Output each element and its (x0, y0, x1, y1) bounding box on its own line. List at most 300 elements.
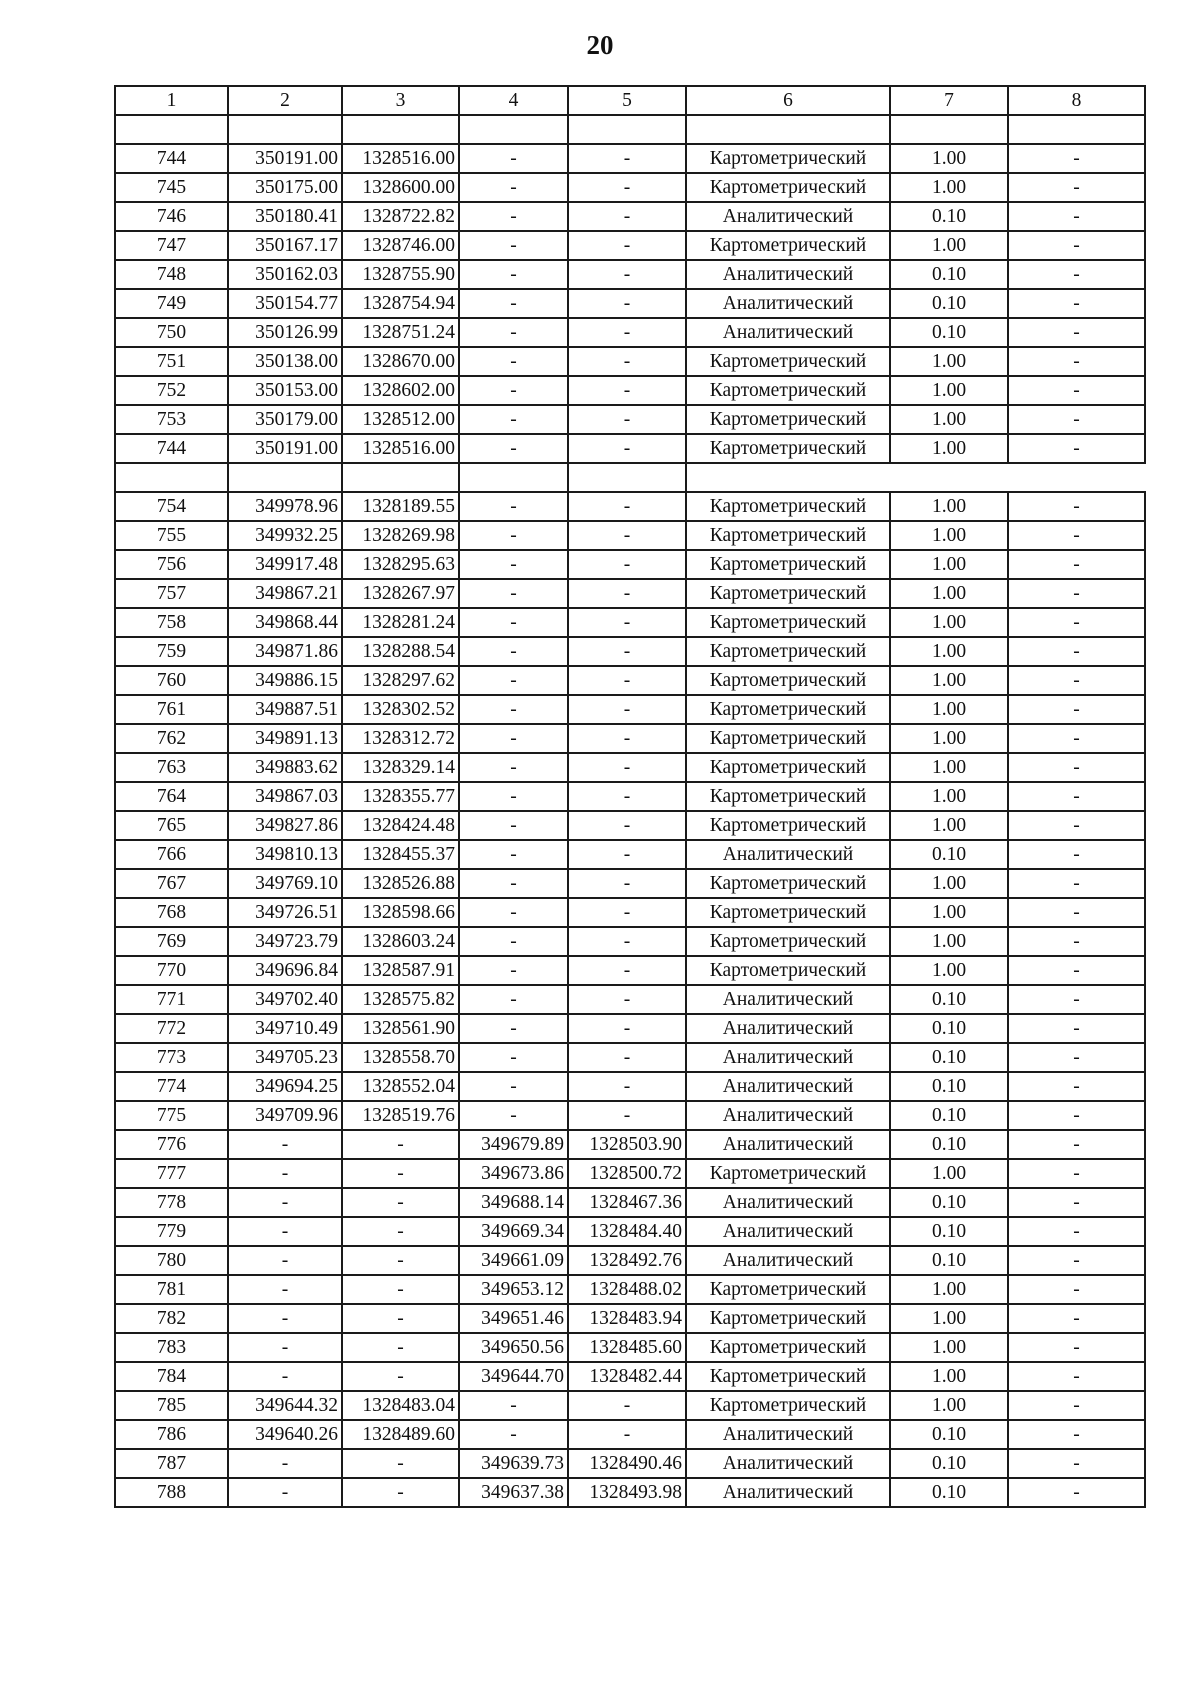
table-cell: 349688.14 (459, 1188, 568, 1217)
table-cell: - (568, 637, 686, 666)
table-cell: 350153.00 (228, 376, 342, 405)
table-cell: - (342, 1217, 459, 1246)
table-cell: - (342, 1130, 459, 1159)
table-row (115, 1391, 1145, 1420)
table-cell: 779 (115, 1217, 228, 1246)
table-cell: - (228, 1130, 342, 1159)
table-cell: - (568, 608, 686, 637)
table-cell: Картометрический (686, 898, 890, 927)
table-cell: 758 (115, 608, 228, 637)
table-cell: - (568, 956, 686, 985)
table-cell: - (459, 405, 568, 434)
table-cell: Аналитический (686, 260, 890, 289)
table-cell: - (1008, 869, 1145, 898)
table-cell: 1.00 (890, 724, 1008, 753)
table-cell: 350175.00 (228, 173, 342, 202)
table-cell: - (459, 289, 568, 318)
table-cell: 349651.46 (459, 1304, 568, 1333)
table-row (115, 1362, 1145, 1391)
table-cell: - (1008, 782, 1145, 811)
table-cell: 349710.49 (228, 1014, 342, 1043)
table-cell: 350191.00 (228, 434, 342, 463)
table-row (115, 492, 1145, 521)
table-cell: Картометрический (686, 724, 890, 753)
table-cell: 784 (115, 1362, 228, 1391)
table-cell: 350154.77 (228, 289, 342, 318)
table-cell: 349650.56 (459, 1333, 568, 1362)
table-cell: 783 (115, 1333, 228, 1362)
table-cell: Картометрический (686, 550, 890, 579)
table-cell: 1328526.88 (342, 869, 459, 898)
table-cell: 1328329.14 (342, 753, 459, 782)
table-cell: Картометрический (686, 956, 890, 985)
table-cell: - (228, 1188, 342, 1217)
table-cell: 349723.79 (228, 927, 342, 956)
table-row (115, 898, 1145, 927)
blank-cell (459, 463, 568, 492)
table-cell: 0.10 (890, 1130, 1008, 1159)
table-cell: - (1008, 1072, 1145, 1101)
table-cell: 786 (115, 1420, 228, 1449)
table-cell: Аналитический (686, 1130, 890, 1159)
table-cell: 774 (115, 1072, 228, 1101)
table-cell: - (1008, 1101, 1145, 1130)
table-cell: Аналитический (686, 202, 890, 231)
table-cell: - (1008, 318, 1145, 347)
table-cell: - (1008, 1420, 1145, 1449)
table-cell: 349891.13 (228, 724, 342, 753)
table-cell: 746 (115, 202, 228, 231)
table-cell: 349871.86 (228, 637, 342, 666)
blank-cell (568, 463, 686, 492)
blank-cell (115, 463, 228, 492)
table-row (115, 608, 1145, 637)
table-cell: Картометрический (686, 811, 890, 840)
table-cell: - (1008, 347, 1145, 376)
table-cell: 0.10 (890, 1072, 1008, 1101)
table-row (115, 724, 1145, 753)
table-row (115, 144, 1145, 173)
table-cell: - (1008, 1478, 1145, 1507)
table-cell: 349640.26 (228, 1420, 342, 1449)
table-cell: Аналитический (686, 1246, 890, 1275)
table-row (115, 840, 1145, 869)
table-cell: 1328552.04 (342, 1072, 459, 1101)
table-cell: 747 (115, 231, 228, 260)
table-cell: - (1008, 1159, 1145, 1188)
table-cell: 350162.03 (228, 260, 342, 289)
table-cell: 1328598.66 (342, 898, 459, 927)
table-cell: 1328587.91 (342, 956, 459, 985)
header-cell: 8 (1008, 86, 1145, 115)
table-row (115, 550, 1145, 579)
table-cell: - (459, 376, 568, 405)
table-cell: 0.10 (890, 985, 1008, 1014)
table-cell: - (228, 1159, 342, 1188)
table-cell: 1328467.36 (568, 1188, 686, 1217)
table-cell: - (568, 144, 686, 173)
table-cell: 349932.25 (228, 521, 342, 550)
table-cell: Аналитический (686, 1420, 890, 1449)
table-cell: Картометрический (686, 376, 890, 405)
table-cell: - (568, 1043, 686, 1072)
table-cell: 769 (115, 927, 228, 956)
table-cell: - (228, 1333, 342, 1362)
table-cell: 754 (115, 492, 228, 521)
table-cell: - (459, 869, 568, 898)
table-row (115, 202, 1145, 231)
table-cell: 349673.86 (459, 1159, 568, 1188)
table-cell: 1328424.48 (342, 811, 459, 840)
table-cell: - (1008, 956, 1145, 985)
table-cell: 349726.51 (228, 898, 342, 927)
table-cell: 1.00 (890, 637, 1008, 666)
table-cell: 1.00 (890, 956, 1008, 985)
table-cell: 1.00 (890, 434, 1008, 463)
table-cell: - (1008, 927, 1145, 956)
table-cell: 350179.00 (228, 405, 342, 434)
table-cell: - (459, 608, 568, 637)
header-cell: 1 (115, 86, 228, 115)
table-cell: 780 (115, 1246, 228, 1275)
table-cell: 349694.25 (228, 1072, 342, 1101)
table-cell: Картометрический (686, 637, 890, 666)
table-cell: - (568, 840, 686, 869)
table-cell: - (1008, 405, 1145, 434)
table-row (115, 1159, 1145, 1188)
table-row (115, 1130, 1145, 1159)
table-body (115, 86, 1145, 1507)
table-cell: 1328482.44 (568, 1362, 686, 1391)
table-cell: 1328492.76 (568, 1246, 686, 1275)
table-cell: 1328267.97 (342, 579, 459, 608)
table-cell: - (1008, 492, 1145, 521)
blank-cell (890, 463, 1008, 492)
blank-cell (342, 463, 459, 492)
table-cell: 1328483.04 (342, 1391, 459, 1420)
table-cell: Картометрический (686, 927, 890, 956)
table-cell: 349827.86 (228, 811, 342, 840)
header-cell: 5 (568, 86, 686, 115)
table-cell: - (568, 347, 686, 376)
table-cell: 0.10 (890, 289, 1008, 318)
table-cell: - (1008, 1362, 1145, 1391)
table-cell: - (459, 666, 568, 695)
table-cell: - (1008, 637, 1145, 666)
table-row (115, 1478, 1145, 1507)
table-row (115, 289, 1145, 318)
table-row (115, 1304, 1145, 1333)
table-cell: - (568, 376, 686, 405)
table-cell: 349886.15 (228, 666, 342, 695)
table-cell: 762 (115, 724, 228, 753)
table-cell: 757 (115, 579, 228, 608)
table-cell: Картометрический (686, 144, 890, 173)
table-cell: - (568, 782, 686, 811)
table-cell: - (568, 405, 686, 434)
table-row (115, 985, 1145, 1014)
table-cell: 771 (115, 985, 228, 1014)
table-row (115, 637, 1145, 666)
table-cell: 1328561.90 (342, 1014, 459, 1043)
table-row (115, 1101, 1145, 1130)
table-cell: - (1008, 1304, 1145, 1333)
table-cell: 1328302.52 (342, 695, 459, 724)
table-cell: - (1008, 1246, 1145, 1275)
table-cell: Аналитический (686, 318, 890, 347)
table-cell: 0.10 (890, 260, 1008, 289)
table-cell: 1.00 (890, 1159, 1008, 1188)
table-row (115, 956, 1145, 985)
table-row (115, 1246, 1145, 1275)
table-cell: 782 (115, 1304, 228, 1333)
table-cell: - (228, 1304, 342, 1333)
table-cell: 1.00 (890, 405, 1008, 434)
table-cell: - (228, 1246, 342, 1275)
table-cell: 759 (115, 637, 228, 666)
table-cell: - (568, 1072, 686, 1101)
table-cell: 750 (115, 318, 228, 347)
table-cell: - (342, 1188, 459, 1217)
table-cell: 1328516.00 (342, 434, 459, 463)
table-row (115, 782, 1145, 811)
table-cell: 349639.73 (459, 1449, 568, 1478)
table-cell: 350180.41 (228, 202, 342, 231)
table-row (115, 376, 1145, 405)
table-cell: 349661.09 (459, 1246, 568, 1275)
table-cell: Картометрический (686, 231, 890, 260)
table-cell: - (1008, 434, 1145, 463)
table-cell: - (568, 1101, 686, 1130)
table-cell: 1328503.90 (568, 1130, 686, 1159)
table-cell: - (568, 695, 686, 724)
table-cell: 744 (115, 434, 228, 463)
table-cell: - (459, 202, 568, 231)
table-cell: 1.00 (890, 666, 1008, 695)
table-cell: 1328295.63 (342, 550, 459, 579)
table-cell: 349705.23 (228, 1043, 342, 1072)
table-row (115, 347, 1145, 376)
table-cell: Аналитический (686, 1072, 890, 1101)
table-cell: 760 (115, 666, 228, 695)
table-cell: 1.00 (890, 608, 1008, 637)
table-row (115, 695, 1145, 724)
table-row (115, 1420, 1145, 1449)
table-cell: - (568, 289, 686, 318)
table-cell: - (568, 1014, 686, 1043)
table-cell: 350138.00 (228, 347, 342, 376)
table-cell: 1328490.46 (568, 1449, 686, 1478)
table-cell: - (1008, 753, 1145, 782)
table-cell: - (568, 231, 686, 260)
table-cell: Аналитический (686, 1101, 890, 1130)
table-cell: 776 (115, 1130, 228, 1159)
header-row (115, 86, 1145, 115)
table-cell: 0.10 (890, 1217, 1008, 1246)
table-cell: 1328288.54 (342, 637, 459, 666)
table-cell: 1328500.72 (568, 1159, 686, 1188)
coordinates-table (114, 85, 1146, 1508)
table-cell: - (1008, 231, 1145, 260)
table-cell: - (342, 1362, 459, 1391)
table-cell: 766 (115, 840, 228, 869)
table-cell: 350126.99 (228, 318, 342, 347)
table-cell: - (1008, 898, 1145, 927)
table-row (115, 1014, 1145, 1043)
header-cell: 2 (228, 86, 342, 115)
table-row (115, 1449, 1145, 1478)
table-cell: - (568, 260, 686, 289)
table-cell: 1.00 (890, 492, 1008, 521)
table-cell: 768 (115, 898, 228, 927)
table-cell: 0.10 (890, 1014, 1008, 1043)
table-cell: - (1008, 1043, 1145, 1072)
table-cell: 765 (115, 811, 228, 840)
table-cell: 1.00 (890, 521, 1008, 550)
table-cell: 1328516.00 (342, 144, 459, 173)
table-cell: - (459, 1391, 568, 1420)
table-cell: - (568, 1420, 686, 1449)
table-cell: - (459, 1101, 568, 1130)
blank-cell (342, 115, 459, 144)
table-cell: - (568, 869, 686, 898)
table-cell: - (1008, 1333, 1145, 1362)
table-row (115, 1043, 1145, 1072)
table-cell: - (568, 521, 686, 550)
table-cell: Аналитический (686, 1217, 890, 1246)
table-cell: Картометрический (686, 1391, 890, 1420)
header-cell: 4 (459, 86, 568, 115)
table-cell: 787 (115, 1449, 228, 1478)
table-cell: - (459, 985, 568, 1014)
table-cell: Картометрический (686, 753, 890, 782)
table-cell: 1328493.98 (568, 1478, 686, 1507)
table-cell: - (1008, 608, 1145, 637)
table-cell: - (459, 840, 568, 869)
table-cell: 756 (115, 550, 228, 579)
table-cell: - (1008, 1014, 1145, 1043)
blank-separator-row (115, 115, 1145, 144)
table-cell: - (568, 811, 686, 840)
table-row (115, 173, 1145, 202)
table-row (115, 579, 1145, 608)
header-cell: 7 (890, 86, 1008, 115)
table-cell: - (568, 550, 686, 579)
table-cell: 1328485.60 (568, 1333, 686, 1362)
table-cell: - (1008, 260, 1145, 289)
table-cell: Аналитический (686, 1449, 890, 1478)
table-cell: - (1008, 1130, 1145, 1159)
table-cell: - (459, 724, 568, 753)
table-cell: 1.00 (890, 1391, 1008, 1420)
table-cell: - (342, 1449, 459, 1478)
table-cell: - (459, 434, 568, 463)
table-cell: - (568, 1391, 686, 1420)
table-cell: Картометрический (686, 782, 890, 811)
table-cell: - (459, 260, 568, 289)
table-cell: 349867.21 (228, 579, 342, 608)
table-cell: - (568, 985, 686, 1014)
table-cell: - (459, 637, 568, 666)
blank-cell (568, 115, 686, 144)
table-cell: 761 (115, 695, 228, 724)
page-number: 20 (586, 30, 614, 60)
table-cell: - (228, 1478, 342, 1507)
table-cell: 1328355.77 (342, 782, 459, 811)
table-cell: 751 (115, 347, 228, 376)
table-cell: 349917.48 (228, 550, 342, 579)
table-cell: 1.00 (890, 579, 1008, 608)
table-row (115, 260, 1145, 289)
table-cell: - (1008, 840, 1145, 869)
table-cell: 744 (115, 144, 228, 173)
table-cell: - (1008, 376, 1145, 405)
table-cell: 349669.34 (459, 1217, 568, 1246)
table-cell: - (459, 492, 568, 521)
table-cell: - (1008, 521, 1145, 550)
table-cell: 1.00 (890, 898, 1008, 927)
table-row (115, 405, 1145, 434)
table-cell: - (1008, 666, 1145, 695)
table-cell: 1328297.62 (342, 666, 459, 695)
table-cell: Картометрический (686, 405, 890, 434)
table-cell: - (459, 579, 568, 608)
table-row (115, 1333, 1145, 1362)
table-cell: Картометрический (686, 666, 890, 695)
table-cell: 1328512.00 (342, 405, 459, 434)
table-cell: 770 (115, 956, 228, 985)
table-cell: Картометрический (686, 1333, 890, 1362)
table-cell: 1328489.60 (342, 1420, 459, 1449)
table-cell: Аналитический (686, 1014, 890, 1043)
table-cell: 1328312.72 (342, 724, 459, 753)
table-cell: - (459, 927, 568, 956)
blank-cell (1008, 463, 1145, 492)
table-cell: 1328751.24 (342, 318, 459, 347)
table-cell: 781 (115, 1275, 228, 1304)
table-cell: 0.10 (890, 202, 1008, 231)
table-cell: Картометрический (686, 1275, 890, 1304)
table-cell: 1328488.02 (568, 1275, 686, 1304)
table-cell: 773 (115, 1043, 228, 1072)
blank-cell (686, 115, 890, 144)
table-row (115, 753, 1145, 782)
table-cell: 749 (115, 289, 228, 318)
table-cell: 1328754.94 (342, 289, 459, 318)
table-cell: 1328602.00 (342, 376, 459, 405)
table-cell: - (568, 927, 686, 956)
table-cell: - (568, 898, 686, 927)
table-cell: 0.10 (890, 1449, 1008, 1478)
table-cell: - (568, 173, 686, 202)
table-cell: 0.10 (890, 318, 1008, 347)
table-cell: 1328519.76 (342, 1101, 459, 1130)
table-cell: 349867.03 (228, 782, 342, 811)
table-cell: Картометрический (686, 434, 890, 463)
table-cell: - (228, 1275, 342, 1304)
table-cell: 1.00 (890, 173, 1008, 202)
table-cell: 755 (115, 521, 228, 550)
table-cell: - (342, 1275, 459, 1304)
table-cell: 1328281.24 (342, 608, 459, 637)
table-cell: - (1008, 289, 1145, 318)
table-cell: - (459, 695, 568, 724)
table-cell: 745 (115, 173, 228, 202)
table-cell: 349679.89 (459, 1130, 568, 1159)
table-cell: - (1008, 202, 1145, 231)
table-cell: 349978.96 (228, 492, 342, 521)
table-cell: 1328455.37 (342, 840, 459, 869)
